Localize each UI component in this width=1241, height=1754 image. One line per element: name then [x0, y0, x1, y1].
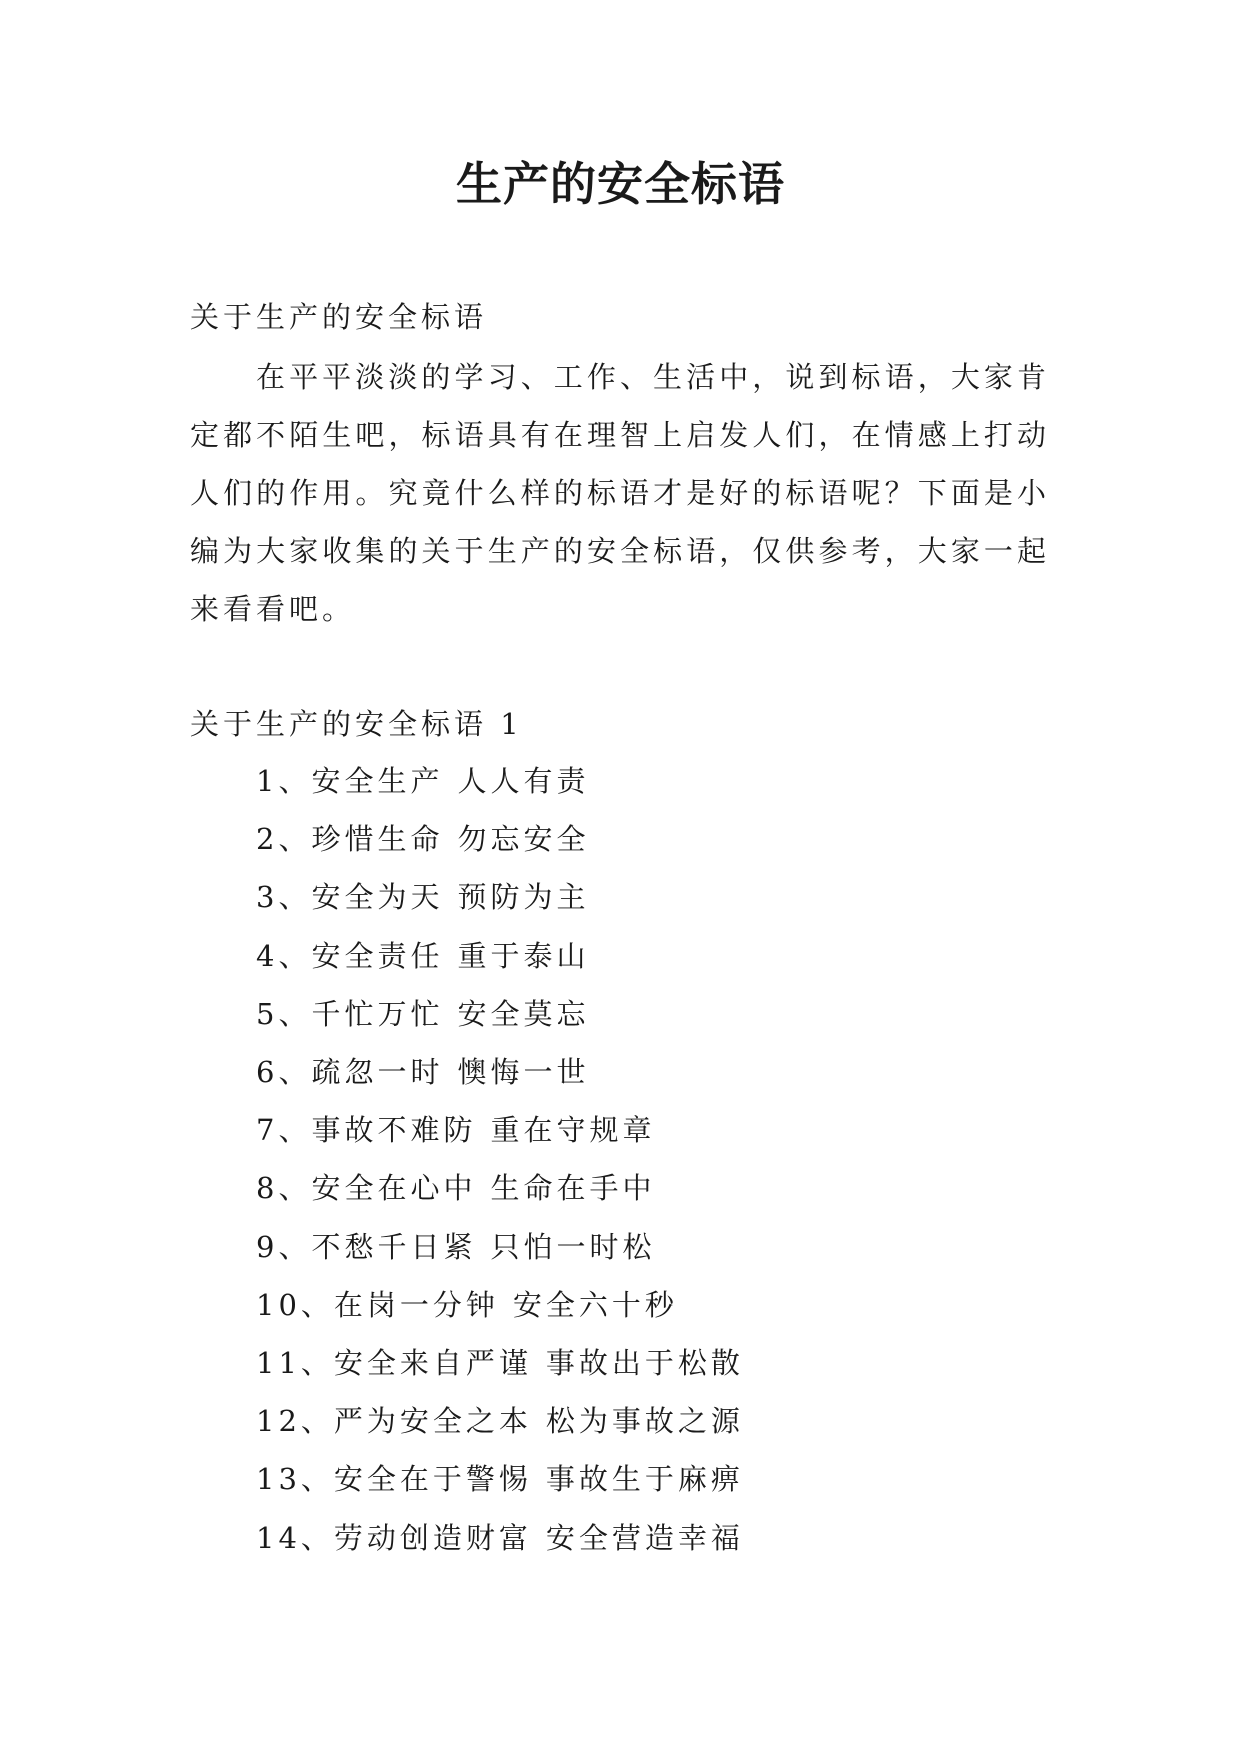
list-item: 2、珍惜生命 勿忘安全	[256, 822, 590, 857]
list-item: 7、事故不难防 重在守规章	[256, 1113, 656, 1148]
list-item: 14、劳动创造财富 安全营造幸福	[256, 1520, 744, 1555]
list-item: 12、严为安全之本 松为事故之源	[256, 1404, 744, 1439]
list-item: 11、安全来自严谨 事故出于松散	[256, 1346, 744, 1381]
document-title: 生产的安全标语	[456, 157, 785, 211]
section-heading-slogans: 关于生产的安全标语 1	[190, 707, 523, 741]
list-item: 9、不愁千日紧 只怕一时松	[256, 1229, 656, 1264]
intro-paragraph: 在平平淡淡的学习、工作、生活中，说到标语，大家肯定都不陌生吧，标语具有在理智上启发人们，在情感上打动人们的作用。究竟什么样的标语才是好的标语呢？下面是小编为大家收集的关于生产的安全标语，仅供参考，大家一起来看看吧。	[190, 360, 1050, 626]
list-item: 5、千忙万忙 安全莫忘	[256, 996, 590, 1031]
section-heading-intro: 关于生产的安全标语	[190, 300, 488, 334]
slogan-list	[256, 752, 744, 1567]
list-item: 13、安全在于警惕 事故生于麻痹	[256, 1462, 744, 1497]
list-item: 8、安全在心中 生命在手中	[256, 1171, 656, 1206]
list-item: 3、安全为天 预防为主	[256, 880, 590, 915]
list-item: 6、疏忽一时 懊悔一世	[256, 1055, 590, 1090]
list-item: 4、安全责任 重于泰山	[256, 938, 590, 973]
list-item: 10、在岗一分钟 安全六十秒	[256, 1287, 678, 1322]
list-item: 1、安全生产 人人有责	[256, 764, 590, 798]
